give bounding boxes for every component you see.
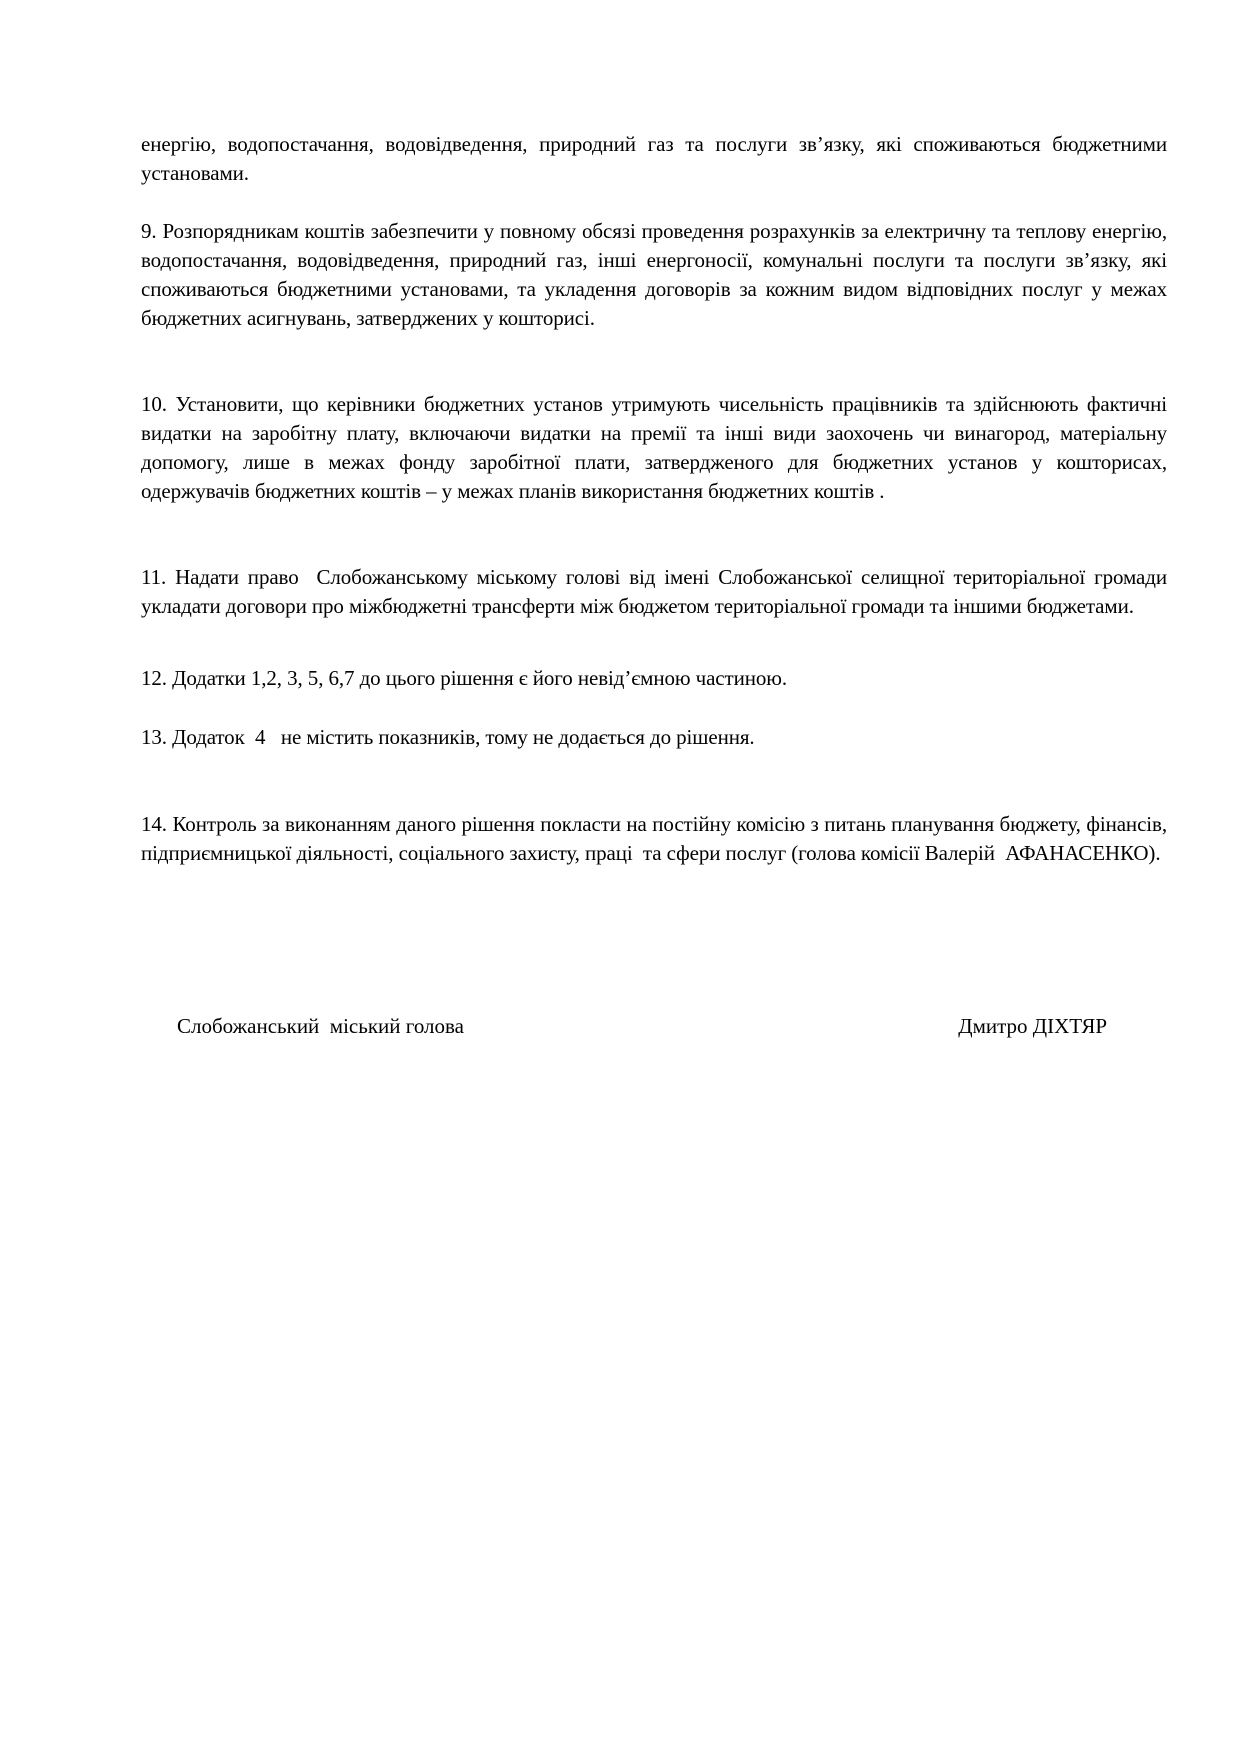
paragraph-9: 9. Розпорядникам коштів забезпечити у повному обсязі проведення розрахунків за електричну та теплову енергію, водопостачання, водовідведення, природний газ, інші енергоносії, комунальні послуги та послуги зв’язку, які споживаються бюджетними установами, та укладення договорів за кожним видом відповідних послуг у межах бюджетних асигнувань, затверджених у кошторисі.: [141, 219, 1173, 330]
paragraph-11: 11. Надати право Слобожанському міському голові від імені Слобожанської селищної територіальної громади укладати договори про міжбюджетні трансферти між бюджетом територіальної громади та іншими бюджетами.: [141, 565, 1173, 618]
paragraph-continuation: енергію, водопостачання, водовідведення, природний газ та послуги зв’язку, які споживаються бюджетними установами.: [141, 132, 1173, 185]
signatory-position: Слобожанський міський голова: [177, 1014, 464, 1038]
paragraph-13: 13. Додаток 4 не містить показників, тому не додається до рішення.: [141, 725, 755, 749]
paragraph-10: 10. Установити, що керівники бюджетних установ утримують чисельність працівників та здійснюють фактичні видатки на заробітну плату, включаючи видатки на премії та інші види заохочень чи винагород, матеріальну допомогу, лише в межах фонду заробітної плати, затвердженого для бюджетних установ у кошторисах, одержувачів бюджетних коштів – у межах планів використання бюджетних коштів .: [141, 392, 1173, 503]
signature-block: [177, 1012, 1107, 1041]
signatory-name: Дмитро ДІХТЯР: [958, 1014, 1107, 1038]
paragraph-12: 12. Додатки 1,2, 3, 5, 6,7 до цього рішення є його невід’ємною частиною.: [141, 666, 788, 690]
paragraph-14: 14. Контроль за виконанням даного рішення покласти на постійну комісію з питань планування бюджету, фінансів, підприємницької діяльності, соціального захисту, праці та сфери послуг (голова комісії Валерій АФАНАСЕНКО).: [141, 812, 1173, 865]
